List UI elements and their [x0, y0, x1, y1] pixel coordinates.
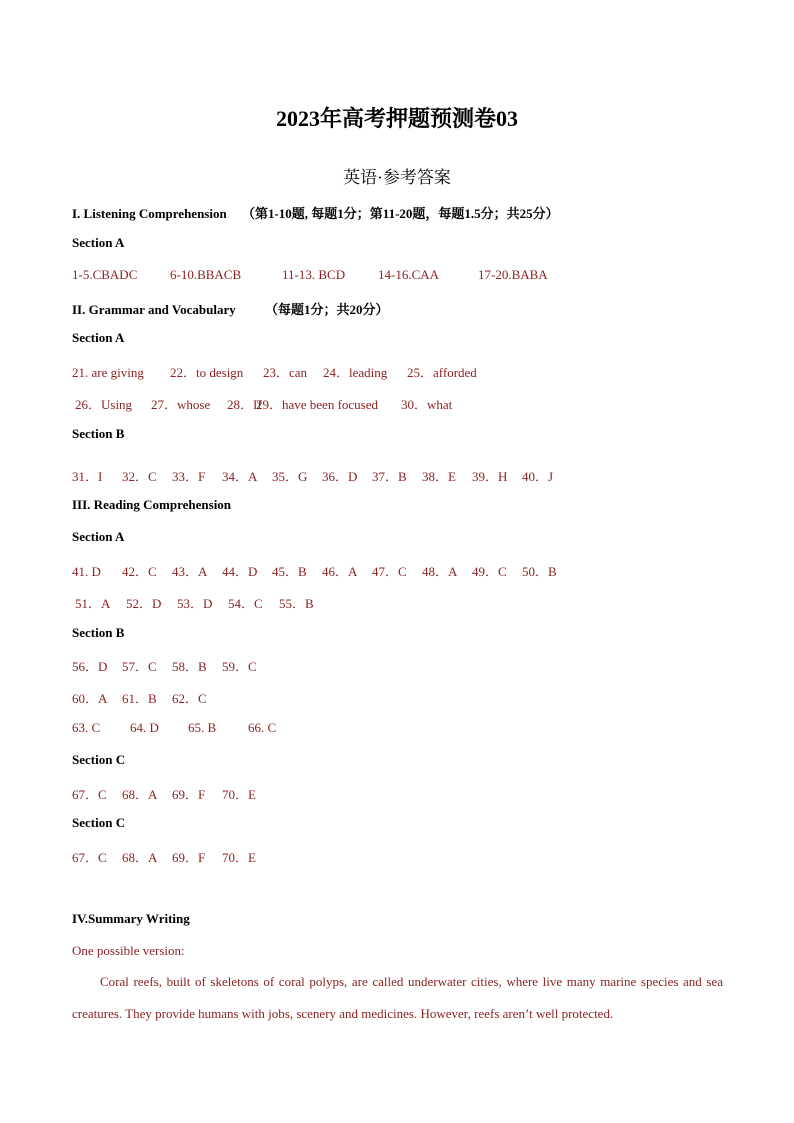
answer-item: 31．I — [72, 469, 103, 484]
part3-section-c-repeat: Section C — [72, 815, 126, 830]
answer-item: 6-10.BBACB — [170, 267, 242, 282]
part3-section-b: Section B — [72, 625, 125, 640]
part3-answers-row7 — [72, 847, 256, 866]
answer-item: 45．B — [272, 564, 307, 579]
answer-item: 40．J — [522, 469, 554, 484]
answer-item: 35．G — [272, 469, 308, 484]
part2-answers-row1 — [72, 362, 477, 381]
part1-heading-line — [72, 203, 559, 222]
answer-item: 22．to design — [170, 365, 244, 380]
answer-item: 43．A — [172, 564, 208, 579]
answer-item: 1-5.CBADC — [72, 267, 138, 282]
answer-item: 70．E — [222, 850, 256, 865]
part4-heading: IV.Summary Writing — [72, 911, 190, 926]
part1-answers-row — [72, 267, 548, 283]
part3-heading: III. Reading Comprehension — [72, 497, 232, 512]
part1-section-a: Section A — [72, 235, 125, 250]
answer-item: 48．A — [422, 564, 458, 579]
answer-item: 42．C — [122, 564, 157, 579]
answer-item: 67．C — [72, 850, 107, 865]
answer-item: 67．C — [72, 787, 107, 802]
part3-answers-row2 — [75, 593, 314, 612]
answer-item: 29．have been focused — [256, 397, 379, 412]
answer-item: 55．B — [279, 596, 314, 611]
answer-item: 32．C — [122, 469, 157, 484]
answer-item: 64. D — [130, 720, 159, 735]
answer-item: 25．afforded — [407, 365, 477, 380]
part3-answers-row5 — [72, 720, 276, 736]
answer-item: 28．If — [227, 397, 262, 412]
answer-item: 37．B — [372, 469, 407, 484]
part1-note: （第1-10题, 每题1分；第11-20题，每题1.5分；共25分） — [241, 206, 559, 221]
part2-heading-line — [72, 299, 389, 318]
part2-section-a: Section A — [72, 330, 125, 345]
answer-item: 30．what — [401, 397, 453, 412]
answer-item: 58．B — [172, 659, 207, 674]
answer-item: 38．E — [422, 469, 456, 484]
answer-item: 11-13. BCD — [282, 267, 346, 282]
answer-item: 26．Using — [75, 397, 133, 412]
part2-heading: II. Grammar and Vocabulary — [72, 302, 236, 317]
answer-item: 27．whose — [151, 397, 211, 412]
answer-item: 46．A — [322, 564, 358, 579]
part3-section-c: Section C — [72, 752, 126, 767]
answer-item: 54．C — [228, 596, 263, 611]
answer-item: 44．D — [222, 564, 258, 579]
part3-answers-row4 — [72, 688, 207, 707]
answer-item: 24．leading — [323, 365, 388, 380]
answer-item: 62．C — [172, 691, 207, 706]
answer-item: 14-16.CAA — [378, 267, 440, 282]
answer-item: 17-20.BABA — [478, 267, 548, 282]
answer-item: 53．D — [177, 596, 213, 611]
part1-heading: I. Listening Comprehension — [72, 206, 227, 221]
page-subtitle: 英语·参考答案 — [343, 168, 451, 187]
answer-item: 57．C — [122, 659, 157, 674]
answer-item: 36．D — [322, 469, 358, 484]
answer-item: 68．A — [122, 787, 158, 802]
part2-note: （每题1分；共20分） — [264, 302, 389, 317]
answer-item: 59．C — [222, 659, 257, 674]
answer-item: 47．C — [372, 564, 407, 579]
part3-answers-row1 — [72, 561, 557, 580]
answer-item: 23．can — [263, 365, 308, 380]
answer-item: 63. C — [72, 720, 101, 735]
answer-item: 66. C — [248, 720, 277, 735]
part2-section-b: Section B — [72, 426, 125, 441]
part3-answers-row6 — [72, 784, 256, 803]
answer-item: 61．B — [122, 691, 157, 706]
answer-item: 65. B — [188, 720, 217, 735]
answer-item: 39．H — [472, 469, 508, 484]
answer-item: 51．A — [75, 596, 111, 611]
answer-item: 34．A — [222, 469, 258, 484]
part2-answers-row2 — [75, 394, 452, 413]
answer-item: 56．D — [72, 659, 108, 674]
part3-section-a: Section A — [72, 529, 125, 544]
answer-item: 49．C — [472, 564, 507, 579]
answer-item: 41. D — [72, 564, 101, 579]
part2-answers-row3 — [72, 466, 553, 485]
answer-item: 52．D — [126, 596, 162, 611]
answer-item: 68．A — [122, 850, 158, 865]
part4-label: One possible version: — [72, 943, 185, 958]
answer-item: 69．F — [172, 787, 206, 802]
answer-item: 21. are giving — [72, 365, 144, 380]
part3-answers-row3 — [72, 656, 257, 675]
answer-item: 69．F — [172, 850, 206, 865]
answer-item: 60．A — [72, 691, 108, 706]
page-title: 2023年高考押题预测卷03 — [275, 106, 518, 131]
answer-item: 70．E — [222, 787, 256, 802]
answer-item: 50．B — [522, 564, 557, 579]
answer-item: 33．F — [172, 469, 206, 484]
summary-paragraph: Coral reefs, built of skeletons of coral polyps, are called underwater cities, where live many marine species and sea creatures. They provide humans with jobs, scenery and medicines. However, reefs aren’t well protected. — [72, 974, 723, 1021]
